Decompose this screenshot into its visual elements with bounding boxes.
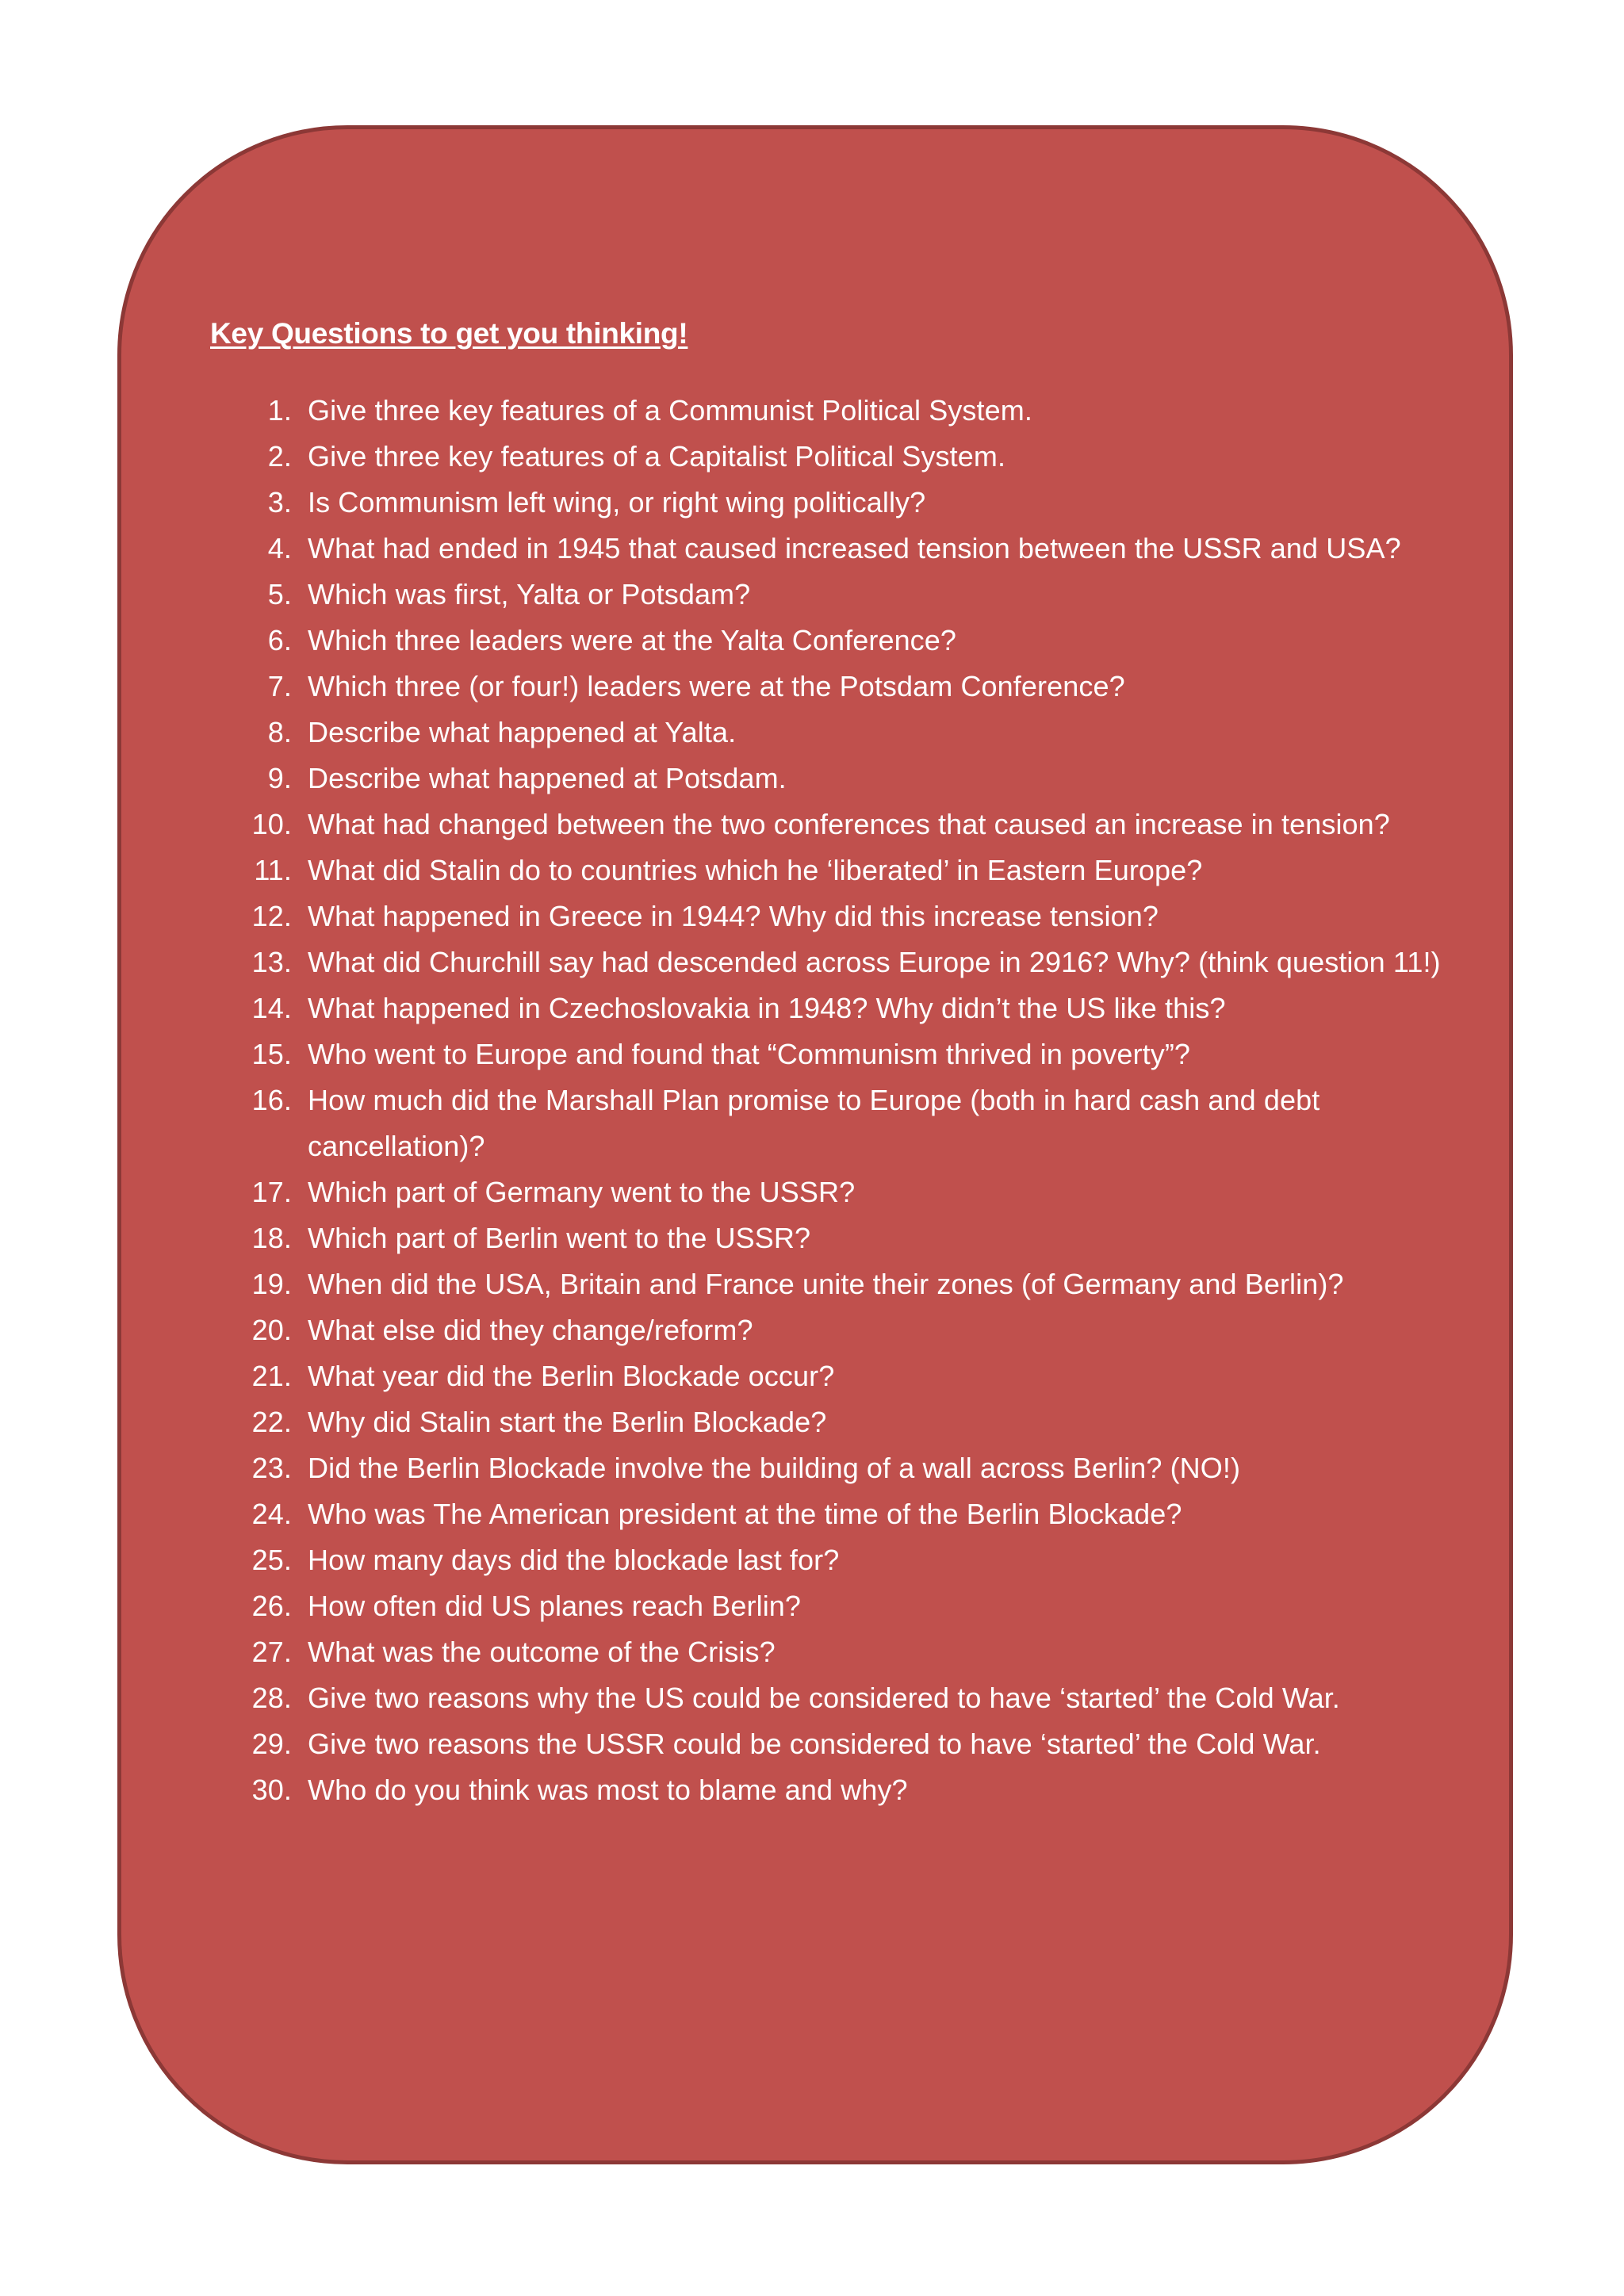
question-text: What year did the Berlin Blockade occur? bbox=[308, 1360, 835, 1392]
question-item bbox=[121, 388, 1517, 434]
question-number: 11. bbox=[254, 854, 292, 886]
question-number: 27. bbox=[251, 1636, 292, 1668]
question-item bbox=[121, 1169, 1517, 1215]
question-number: 18. bbox=[251, 1222, 292, 1254]
question-number: 1. bbox=[267, 394, 292, 427]
question-text: Which three (or four!) leaders were at the Potsdam Conference? bbox=[308, 670, 1125, 702]
question-item bbox=[121, 526, 1517, 572]
question-item bbox=[121, 664, 1517, 710]
question-item bbox=[121, 618, 1517, 664]
question-item bbox=[121, 710, 1517, 756]
question-number: 22. bbox=[251, 1406, 292, 1438]
question-item bbox=[121, 939, 1517, 985]
question-text: Give three key features of a Communist Political System. bbox=[308, 394, 1032, 427]
question-text: How many days did the blockade last for? bbox=[308, 1544, 840, 1576]
question-text: How often did US planes reach Berlin? bbox=[308, 1590, 802, 1622]
question-item bbox=[121, 1353, 1517, 1399]
question-text: Give two reasons the USSR could be considered to have ‘started’ the Cold War. bbox=[308, 1728, 1321, 1760]
question-text: Did the Berlin Blockade involve the building of a wall across Berlin? (NO!) bbox=[308, 1452, 1241, 1484]
question-number: 7. bbox=[267, 670, 292, 702]
question-number: 24. bbox=[251, 1498, 292, 1530]
question-item bbox=[121, 1445, 1517, 1491]
question-text: What happened in Greece in 1944? Why did this increase tension? bbox=[308, 900, 1159, 932]
question-text: Give two reasons why the US could be considered to have ‘started’ the Cold War. bbox=[308, 1682, 1340, 1714]
question-number: 16. bbox=[251, 1084, 292, 1116]
question-text: Which three leaders were at the Yalta Conference? bbox=[308, 624, 957, 656]
question-text: How much did the Marshall Plan promise to Europe (both in hard cash and debt cancellation)? bbox=[308, 1084, 1320, 1162]
question-text: What had changed between the two conferences that caused an increase in tension? bbox=[308, 808, 1390, 840]
question-text: Is Communism left wing, or right wing politically? bbox=[308, 486, 926, 519]
question-number: 3. bbox=[267, 486, 292, 519]
question-item bbox=[121, 1077, 1517, 1169]
question-item bbox=[121, 1767, 1517, 1813]
question-text: Who do you think was most to blame and why? bbox=[308, 1774, 908, 1806]
question-item bbox=[121, 1629, 1517, 1675]
page-heading: Key Questions to get you thinking! bbox=[210, 317, 688, 350]
questions-list bbox=[121, 388, 1517, 1813]
question-text: Why did Stalin start the Berlin Blockade? bbox=[308, 1406, 827, 1438]
question-number: 17. bbox=[251, 1176, 292, 1208]
question-number: 20. bbox=[251, 1314, 292, 1346]
question-text: Which was first, Yalta or Potsdam? bbox=[308, 578, 751, 610]
question-number: 5. bbox=[267, 578, 292, 610]
question-number: 25. bbox=[251, 1544, 292, 1576]
question-text: Who went to Europe and found that “Communism thrived in poverty”? bbox=[308, 1038, 1191, 1070]
question-text: Give three key features of a Capitalist Political System. bbox=[308, 440, 1006, 473]
question-number: 30. bbox=[251, 1774, 292, 1806]
question-text: What else did they change/reform? bbox=[308, 1314, 753, 1346]
question-item bbox=[121, 434, 1517, 480]
question-number: 21. bbox=[251, 1360, 292, 1392]
question-item bbox=[121, 1583, 1517, 1629]
question-text: Describe what happened at Potsdam. bbox=[308, 762, 787, 794]
question-number: 14. bbox=[251, 992, 292, 1024]
question-item bbox=[121, 1031, 1517, 1077]
question-text: What had ended in 1945 that caused increased tension between the USSR and USA? bbox=[308, 532, 1401, 564]
question-item bbox=[121, 1537, 1517, 1583]
question-text: Which part of Germany went to the USSR? bbox=[308, 1176, 856, 1208]
question-item bbox=[121, 1261, 1517, 1307]
question-text: What was the outcome of the Crisis? bbox=[308, 1636, 776, 1668]
question-item bbox=[121, 1307, 1517, 1353]
question-card bbox=[117, 125, 1513, 2164]
question-item bbox=[121, 572, 1517, 618]
question-text: What did Churchill say had descended across Europe in 2916? Why? (think question 11!) bbox=[308, 946, 1441, 978]
question-number: 4. bbox=[267, 532, 292, 564]
question-number: 6. bbox=[267, 624, 292, 656]
question-number: 8. bbox=[267, 716, 292, 748]
question-number: 28. bbox=[251, 1682, 292, 1714]
question-text: What did Stalin do to countries which he ‘liberated’ in Eastern Europe? bbox=[308, 854, 1203, 886]
question-number: 9. bbox=[267, 762, 292, 794]
question-item bbox=[121, 1491, 1517, 1537]
question-number: 29. bbox=[251, 1728, 292, 1760]
question-number: 26. bbox=[251, 1590, 292, 1622]
question-text: Who was The American president at the time of the Berlin Blockade? bbox=[308, 1498, 1182, 1530]
question-item bbox=[121, 1399, 1517, 1445]
question-number: 15. bbox=[251, 1038, 292, 1070]
question-item bbox=[121, 1675, 1517, 1721]
question-number: 23. bbox=[251, 1452, 292, 1484]
question-item bbox=[121, 1721, 1517, 1767]
question-item bbox=[121, 802, 1517, 848]
question-item bbox=[121, 985, 1517, 1031]
question-text: Which part of Berlin went to the USSR? bbox=[308, 1222, 811, 1254]
question-number: 19. bbox=[251, 1268, 292, 1300]
question-text: Describe what happened at Yalta. bbox=[308, 716, 737, 748]
question-item bbox=[121, 480, 1517, 526]
question-text: When did the USA, Britain and France unite their zones (of Germany and Berlin)? bbox=[308, 1268, 1344, 1300]
question-text: What happened in Czechoslovakia in 1948? Why didn’t the US like this? bbox=[308, 992, 1226, 1024]
question-number: 13. bbox=[251, 946, 292, 978]
question-item bbox=[121, 1215, 1517, 1261]
question-item bbox=[121, 756, 1517, 802]
question-item bbox=[121, 848, 1517, 894]
question-number: 10. bbox=[251, 808, 292, 840]
question-number: 2. bbox=[267, 440, 292, 473]
question-number: 12. bbox=[251, 900, 292, 932]
question-item bbox=[121, 894, 1517, 939]
